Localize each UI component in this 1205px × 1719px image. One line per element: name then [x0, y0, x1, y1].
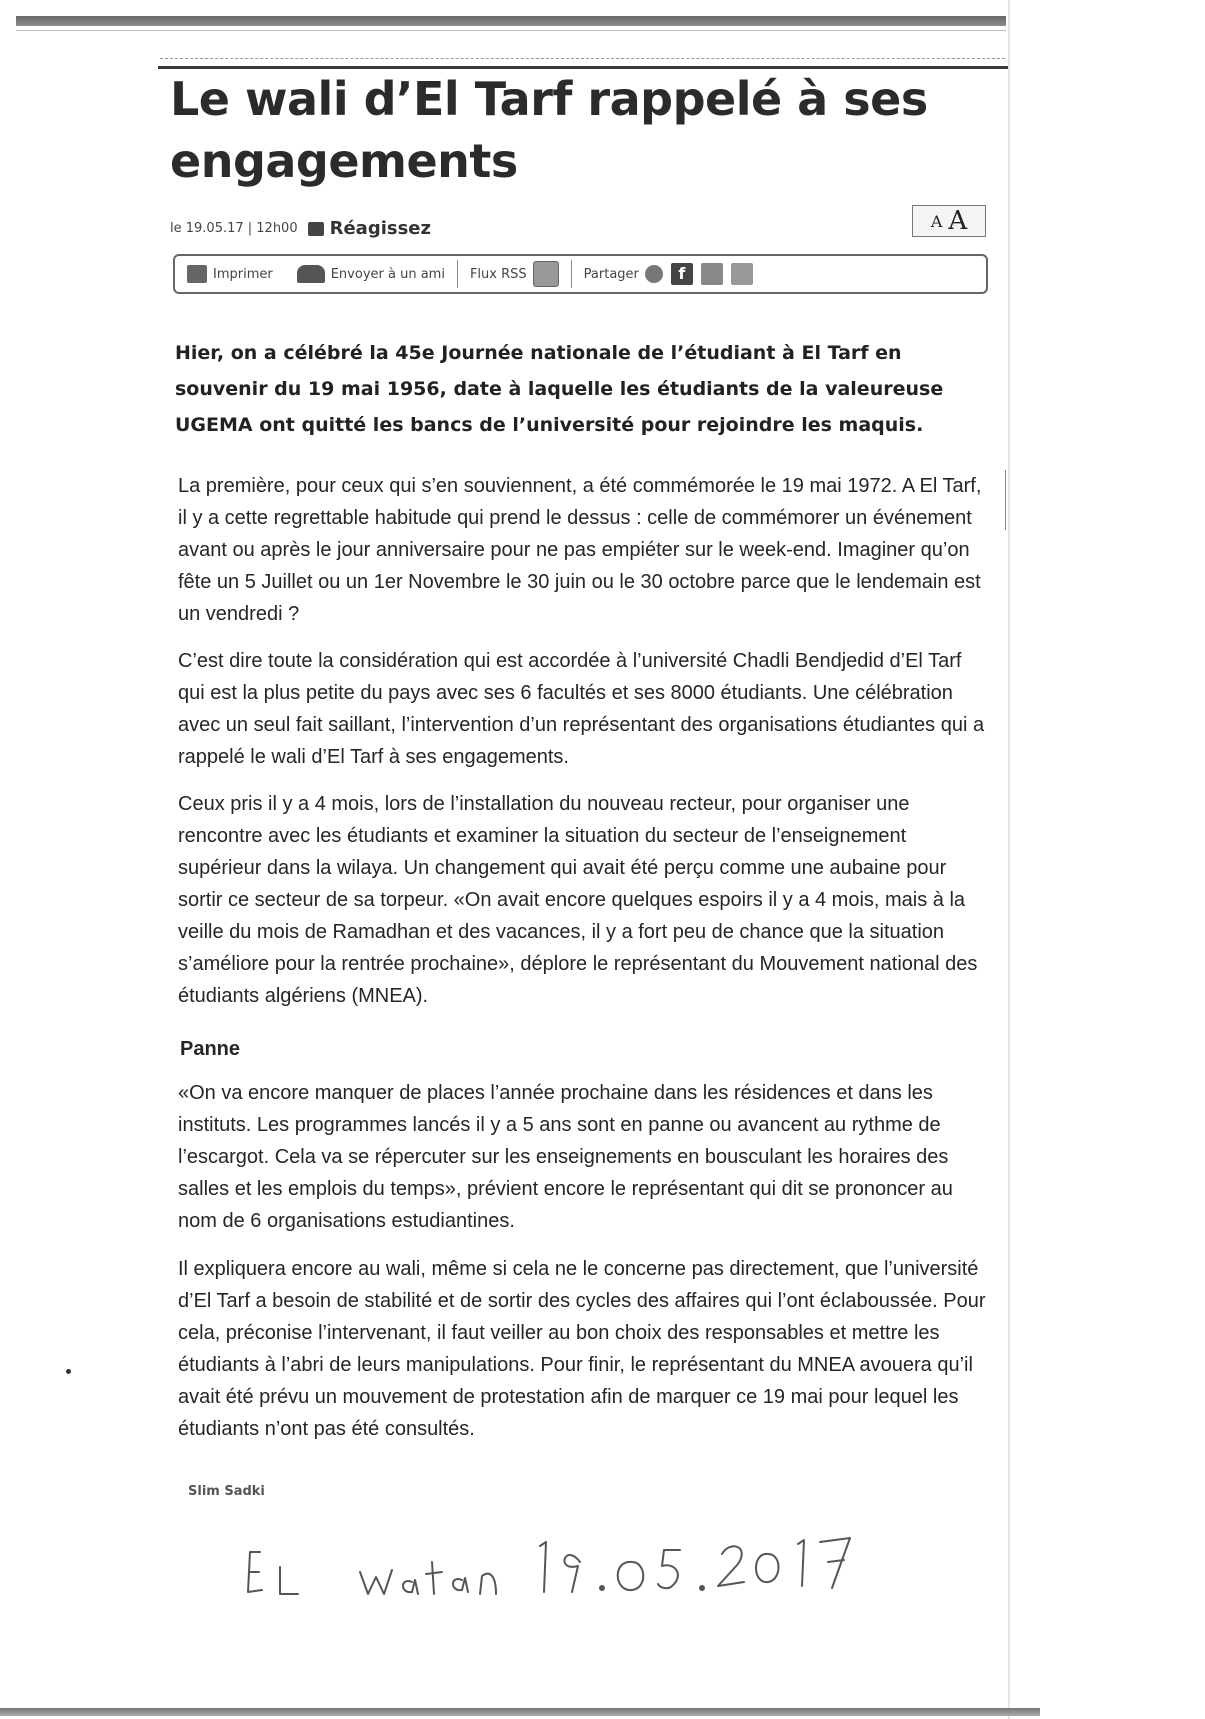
scan-top-edge [16, 16, 1006, 26]
handwritten-note [240, 1532, 940, 1612]
scan-right-edge [1008, 0, 1010, 1719]
article-meta [170, 218, 431, 239]
scan-top-line [16, 30, 1006, 31]
printer-icon [187, 265, 207, 283]
react-link[interactable]: Réagissez [329, 218, 431, 239]
article-lead: Hier, on a célébré la 45e Journée nationale de l’étudiant à El Tarf en souvenir du 19 mai 1956, date à laquelle les étudiants de la valeureuse UGEMA ont quitté les bancs de l’université pour rejoindre les maquis. [175, 342, 944, 436]
margin-mark [1005, 470, 1006, 530]
rss-label: Flux RSS [469, 266, 527, 282]
paragraph: C’est dire toute la considération qui est accordée à l’université Chadli Bendjedid d’El Tarf qui est la plus petite du pays avec ses 6 facultés et ses 8000 étudiants. Une célébration avec un seul fait saillant, l’intervention d’un représentant des organisations étudiantes qui a rappelé le wali d’El Tarf à ses engagements. [178, 650, 985, 768]
subheading: Panne [180, 1038, 241, 1060]
print-button[interactable] [175, 256, 285, 292]
author-byline: Slim Sadki [188, 1484, 265, 1499]
font-increase-button[interactable]: A [948, 206, 968, 236]
article-title: Le wali d’El Tarf rappelé à ses engagements [170, 72, 928, 188]
users-icon [297, 265, 325, 283]
comment-icon[interactable] [308, 222, 324, 236]
share-label: Partager [583, 266, 639, 282]
font-size-controls [912, 205, 986, 237]
rss-button[interactable] [458, 256, 571, 292]
share-icon[interactable] [645, 265, 663, 283]
article-toolbar [173, 254, 988, 294]
send-to-friend-button[interactable] [285, 256, 457, 292]
font-decrease-button[interactable]: A [930, 211, 943, 231]
rss-icon [533, 261, 559, 287]
article-date: le 19.05.17 | 12h00 [170, 221, 298, 236]
stray-mark [66, 1369, 71, 1374]
header-dashed-rule [160, 58, 1005, 59]
twitter-icon[interactable] [701, 263, 723, 285]
more-share-icon[interactable] [731, 263, 753, 285]
paragraph: «On va encore manquer de places l’année prochaine dans les résidences et dans les instituts. Les programmes lancés il y a 5 ans sont en panne ou avancent au rythme de l’escargot. Cela va se répercuter sur les enseignements en bousculant les horaires des salles et les emplois du temps», prévient encore le représentant qui dit se prononcer au nom de 6 organisations estudiantines. [178, 1082, 953, 1232]
paragraph: La première, pour ceux qui s’en souviennent, a été commémorée le 19 mai 1972. A El Tarf, il y a cette regrettable habitude qui prend le dessus : celle de commémorer un événement avant ou après le jour anniversaire pour ne pas empiéter sur le week-end. Imaginer qu’on fête un 5 Juillet ou un 1er Novembre le 30 juin ou le 30 octobre parce que le lendemain est un vendredi ? [178, 475, 982, 625]
paragraph: Il expliquera encore au wali, même si cela ne le concerne pas directement, que l’université d’El Tarf a besoin de stabilité et de sortir des cycles des affaires qui l’ont éclaboussée. Pour cela, préconise l’intervenant, il faut veiller au bon choix des responsables et mettre les étudiants à l’abri de leurs manipulations. Pour finir, le représentant du MNEA avouera qu’il avait été prévu un mouvement de protestation afin de marquer ce 19 mai pour lequel les étudiants n’ont pas été consultés. [178, 1258, 986, 1440]
share-group [572, 256, 765, 292]
scan-bottom-edge [0, 1708, 1040, 1716]
send-label: Envoyer à un ami [330, 266, 445, 282]
print-label: Imprimer [213, 266, 273, 282]
facebook-icon[interactable]: f [671, 263, 693, 285]
paragraph: Ceux pris il y a 4 mois, lors de l’installation du nouveau recteur, pour organiser une rencontre avec les étudiants et examiner la situation du secteur de l’enseignement supérieur dans la wilaya. Un changement qui avait été perçu comme une aubaine pour sortir ce secteur de sa torpeur. «On avait encore quelques espoirs il y a 4 mois, mais à la veille du mois de Ramadhan et des vacances, il y a fort peu de chance que la situation s’améliore pour la rentrée prochaine», déplore le représentant du Mouvement national des étudiants algériens (MNEA). [178, 793, 978, 1007]
